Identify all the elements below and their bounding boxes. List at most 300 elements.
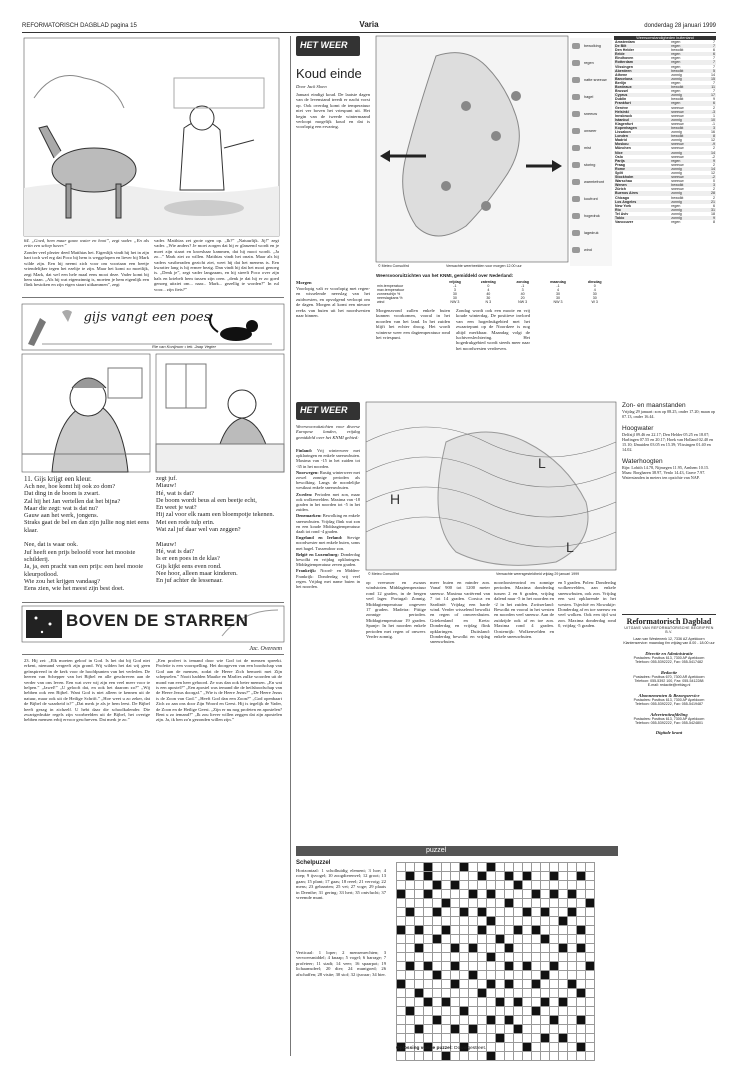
grid-cell — [415, 998, 424, 1007]
legend-item — [570, 89, 612, 106]
legend-icon — [572, 77, 580, 83]
foreign-temp: 1 — [713, 113, 715, 118]
grid-cell — [406, 953, 415, 962]
grid-cell — [550, 980, 559, 989]
grid-cell — [406, 1034, 415, 1043]
grid-cell — [514, 899, 523, 908]
legend-item — [570, 225, 612, 242]
legend-label: hagel — [584, 95, 594, 99]
grid-cell — [568, 863, 577, 872]
grid-cell — [559, 1007, 568, 1016]
grid-cell — [559, 926, 568, 935]
grid-cell — [424, 881, 433, 890]
foreign-city: Innsbruck — [615, 113, 633, 118]
weer2-logo-text: HET WEER — [300, 405, 348, 415]
grid-cell — [424, 1016, 433, 1025]
grid-cell-black — [559, 1034, 568, 1043]
grid-cell — [550, 1007, 559, 1016]
hoog-title: Hoogwater — [622, 425, 654, 432]
grid-cell — [424, 944, 433, 953]
foreign-temp: 6 — [713, 52, 715, 57]
grid-cell-black — [442, 1052, 451, 1061]
grid-row — [397, 953, 595, 962]
grid-cell — [433, 989, 442, 998]
grid-cell-black — [460, 863, 469, 872]
weer-foreign-table — [614, 36, 716, 336]
grid-cell — [586, 980, 595, 989]
grid-cell-black — [505, 980, 514, 989]
grid-cell — [487, 926, 496, 935]
grid-cell — [415, 1016, 424, 1025]
forecast-value: 30 — [592, 292, 597, 297]
grid-cell-black — [586, 899, 595, 908]
grid-cell-black — [559, 944, 568, 953]
grid-cell — [424, 989, 433, 998]
foreign-city: Nice — [615, 150, 623, 155]
grid-cell — [541, 899, 550, 908]
foreign-temp: 12 — [711, 171, 715, 175]
legend-item — [570, 140, 612, 157]
foreign-temp: 7 — [713, 80, 715, 85]
grid-cell — [532, 872, 541, 881]
grid-cell — [460, 980, 469, 989]
foreign-city: Madrid — [615, 138, 627, 143]
grid-row — [397, 863, 595, 872]
grid-cell — [568, 989, 577, 998]
weer-body4: Zondag wordt ook een mooie en vrij koude winterdag. De positieve invloed van een hogedrukgebied met het zwaartepunt op de Noordzee is nog altijd merkbaar. Maandag volgt de luchtverslechtering. Het hogedrukgebied wordt steeds meer naar het noordwesten verdreven. — [456, 308, 530, 351]
foreign-temp: -9 — [711, 142, 715, 147]
grid-cell — [442, 1007, 451, 1016]
grid-row — [397, 971, 595, 980]
foreign-weather: regen — [671, 220, 681, 225]
divider — [22, 602, 284, 603]
forecast-label: zonneschijn % — [377, 292, 401, 297]
grid-cell — [415, 935, 424, 944]
grid-cell — [496, 1025, 505, 1034]
grid-cell — [514, 962, 523, 971]
grid-cell — [478, 1034, 487, 1043]
grid-cell — [541, 917, 550, 926]
grid-row — [397, 926, 595, 935]
legend-label: mist — [584, 146, 591, 150]
grid-cell — [505, 935, 514, 944]
grid-cell-black — [505, 944, 514, 953]
forecast-value: 30 — [555, 292, 560, 297]
grid-cell — [568, 953, 577, 962]
grid-cell — [478, 1016, 487, 1025]
grid-cell — [442, 917, 451, 926]
foreign-weather: sneeuw — [671, 121, 684, 126]
grid-cell — [478, 962, 487, 971]
grid-cell-black — [532, 926, 541, 935]
grid-cell — [523, 863, 532, 872]
foreign-weather: regen — [671, 40, 681, 44]
foreign-city: Tel Aviv — [615, 211, 629, 216]
grid-cell-black — [550, 890, 559, 899]
foreign-temp: 28 — [711, 191, 715, 196]
zon-section — [622, 402, 716, 610]
weer2-item-heading: Noorwegen: — [296, 469, 320, 475]
hoog-text: Delfzijl 09.46 en 22.17; Den Helder 05.25 en 18.07; Harlingen 07.55 en 20.17; Hoek van Holland 02.40 en 15.10; IJmuiden 03.05 en 15.39; Vlissingen 01.40 en 14.02. — [622, 432, 714, 452]
grid-cell — [532, 944, 541, 953]
grid-cell — [451, 998, 460, 1007]
poes-line: Gijs kijkt eens even rond. — [156, 562, 222, 570]
foreign-temp: 0 — [713, 179, 715, 184]
grid-cell — [487, 944, 496, 953]
grid-cell-black — [433, 908, 442, 917]
grid-cell — [451, 1034, 460, 1043]
grid-cell — [406, 998, 415, 1007]
grid-cell — [406, 935, 415, 944]
grid-cell — [568, 872, 577, 881]
grid-cell — [559, 962, 568, 971]
grid-cell — [460, 953, 469, 962]
grid-row — [397, 1007, 595, 1016]
starren-col2: „Een profeet is iemand door wie God tot de mensen spreekt. Profetie is een voorspelling. Het doorgeven van een boodschap van God aan de mensen, zodat de Heere Zich bemoeit met Zijn schepselen.” Nooit hadden Maaike en Marlies zulke woorden uit de mond van een heer gehoord. Ze was dan ook beter mensen. „En wat is een apostel?” „Een apostel was iemand die de heilsboodschap van de Heere Jezus doorgaf.” „Wie is de Heere Jezus?” „De Heere Jezus is de Zoon van God.” „Heeft God dan een Zoon?” „God openbaart Zich zo aan ons door Zijn Woord en Geest. Hij is tegelijk de Vader, de Zoon en de Heilige Geest. „Zijn er nu nog profeten en apostelen? Bent u zo iemand?” „Ik zou liever willen zeggen dat zijn apostelen zijn. Ja, ik ben zo'n gezonden willen zijn.” — [156, 658, 282, 723]
foreign-weather: zonnig — [671, 138, 682, 143]
grid-cell-black — [514, 881, 523, 890]
poes-line: En weet je wat? — [156, 504, 197, 512]
weer2-item — [296, 568, 360, 589]
grid-cell — [541, 926, 550, 935]
grid-cell — [460, 1052, 469, 1061]
grid-cell — [505, 917, 514, 926]
grid-cell-black — [487, 1052, 496, 1061]
foreign-city: Split — [615, 171, 623, 175]
grid-cell — [442, 1025, 451, 1034]
grid-cell-black — [541, 1034, 550, 1043]
grid-cell — [532, 989, 541, 998]
weer-headline: Koud einde — [296, 66, 362, 81]
grid-cell — [514, 1016, 523, 1025]
grid-cell — [559, 971, 568, 980]
foreign-city: Barcelona — [615, 76, 633, 81]
grid-cell — [550, 917, 559, 926]
grid-cell-black — [406, 908, 415, 917]
grid-cell — [469, 953, 478, 962]
grid-cell — [568, 998, 577, 1007]
forecast-day: vrijdag — [448, 280, 461, 284]
puzzel-title: puzzel — [426, 847, 447, 854]
forecast-value: NW 3 — [450, 300, 460, 305]
poes-line: Zal hij het Jan vertellen dat het bijna? — [24, 497, 121, 505]
grid-cell-black — [397, 926, 406, 935]
weer-logo — [296, 36, 360, 56]
weer2-map — [366, 402, 616, 570]
grid-cell — [460, 899, 469, 908]
foreign-city: Warschau — [615, 179, 633, 184]
grid-cell — [550, 935, 559, 944]
grid-cell — [487, 908, 496, 917]
grid-cell-black — [415, 1025, 424, 1034]
grid-cell — [532, 971, 541, 980]
grid-cell — [568, 1034, 577, 1043]
grid-cell — [496, 908, 505, 917]
grid-cell — [487, 971, 496, 980]
foreign-city: Amsterdam — [615, 40, 635, 44]
grid-cell-black — [523, 962, 532, 971]
grid-row — [397, 890, 595, 899]
grid-cell — [415, 953, 424, 962]
grid-cell — [496, 890, 505, 899]
grid-cell — [415, 899, 424, 908]
grid-cell — [451, 863, 460, 872]
forecast-value: 30 — [452, 296, 457, 301]
grid-cell — [514, 953, 523, 962]
grid-cell-black — [559, 917, 568, 926]
grid-cell — [523, 917, 532, 926]
poes-line: Ja, ja, een pracht van een prijs: een heel mooie kleurpotlood. — [24, 563, 144, 578]
grid-cell — [541, 1052, 550, 1061]
grid-cell — [460, 926, 469, 935]
foreign-weather: regen — [671, 56, 681, 61]
grid-cell — [577, 935, 586, 944]
foreign-city: Tokio — [615, 216, 625, 221]
grid-cell — [442, 890, 451, 899]
legend-item — [570, 106, 612, 123]
grid-cell — [523, 935, 532, 944]
grid-cell — [451, 1016, 460, 1025]
grid-cell — [460, 962, 469, 971]
puzzel-answer — [396, 1046, 616, 1051]
grid-cell — [541, 1007, 550, 1016]
grid-cell — [478, 917, 487, 926]
grid-cell — [559, 1052, 568, 1061]
page-header — [22, 20, 716, 33]
grid-cell — [442, 908, 451, 917]
foreign-weather: regen — [671, 80, 681, 85]
foreign-weather: regen — [671, 52, 681, 57]
grid-cell — [496, 926, 505, 935]
grid-cell — [523, 881, 532, 890]
grid-cell — [451, 890, 460, 899]
colophon-line: Telefoon: 055-5392222, Fax: 055-5419487 — [635, 702, 703, 707]
foreign-city: Rio — [615, 207, 621, 212]
weer-body1: Januari eindigt koud. De laatste dagen van de levenstand treedt er nacht vorst op. Ook overdag komt de temperatuur niet ver boven het vriespunt uit. Het begin van de tweede wintermaand verloopt mogelijk koud en dat is voorlopig een ervaring. — [296, 92, 370, 130]
foreign-temp: 3 — [713, 183, 715, 188]
foreign-row — [614, 220, 716, 224]
foreign-weather: zonnig — [671, 130, 682, 135]
grid-cell — [397, 881, 406, 890]
grid-cell — [532, 917, 541, 926]
foreign-temp: -3 — [711, 109, 715, 114]
grid-cell — [469, 881, 478, 890]
grid-cell — [577, 890, 586, 899]
foreign-weather: sneeuw — [671, 154, 684, 159]
foreign-city: Genève — [615, 105, 628, 110]
grid-row — [397, 1025, 595, 1034]
foreign-temp: 8 — [713, 134, 715, 139]
grid-cell — [559, 980, 568, 989]
grid-cell — [532, 953, 541, 962]
grid-cell — [442, 872, 451, 881]
weer2-item-text: Donderdag bewolkt en vrijdag opklaringen. Middagtemperatuur zeven graden. — [296, 551, 360, 568]
colophon-line: Klantenservice: maandag t/m vrijdag van 8.00 - 18.00 uur — [623, 641, 715, 646]
zon-text: Vrijdag 29 januari: zon op 08.25, onder 17.20; maan op 07.13, onder 16.44. — [622, 409, 716, 419]
foreign-weather: sneeuw — [671, 113, 684, 118]
grid-cell — [550, 899, 559, 908]
grid-cell-black — [406, 962, 415, 971]
grid-cell — [586, 872, 595, 881]
grid-cell — [550, 944, 559, 953]
foreign-city: Stockholm — [615, 175, 634, 180]
grid-cell — [469, 989, 478, 998]
foreign-city: Helsinki — [615, 109, 629, 114]
grid-cell — [469, 908, 478, 917]
legend-icon — [572, 43, 580, 49]
weer2-items — [296, 448, 360, 608]
ezeltje-col2: vader. Matthias zet grote ogen op. „Ik?” „Natuurlijk. Jij!” zegt vader. „Wie anders? Je moet zorgen dat hij er glanzend wordt en je moet zijn staart en kroeshaar kammen, dat hij mooi wordt. „Ja zo...” Mark ziet zo willen. Matthias vindt het onzin. Maar als hij vaders vastberaden gezicht ziet, weet hij dat het menens is. Een kwartier lang is hij ermee bezig. Dan vindt hij dat het mooi genoeg is. „Denk je”, zegt vader langzaam, en hij streelt Poco over zijn hals en kriebelt hem tussen zijn oren. „denk je dat hij er zo goed genoeg uitziet om... naar... Mark... gezellig te worden?” In rul voor... zijn fiets?” — [154, 238, 279, 292]
grid-cell — [460, 935, 469, 944]
grid-cell — [478, 863, 487, 872]
grid-cell — [442, 1016, 451, 1025]
weer2-item — [296, 492, 360, 513]
legend-item — [570, 123, 612, 140]
grid-cell — [478, 1025, 487, 1034]
grid-cell — [424, 1025, 433, 1034]
svg-text:L: L — [566, 539, 574, 555]
foreign-weather: zonnig — [671, 93, 682, 98]
grid-cell — [532, 899, 541, 908]
weer2-intro: Weersvooruitzichten voor diverse Europese landen, vrijdag gemiddeld over het KNMI gebied: — [296, 424, 360, 440]
legend-label: regen — [584, 61, 594, 65]
grid-cell — [433, 926, 442, 935]
weer2-map-credit: © Meteo Consult/rd — [368, 572, 400, 576]
grid-cell — [397, 962, 406, 971]
legend-icon — [572, 230, 580, 236]
grid-cell — [577, 881, 586, 890]
puzzel-vertical: Verticaal: 1 loper; 2 mensenrechten; 3 vervoersmiddel; 4 knaap; 5 vogel; 6 barrage; 7 profeteer; 11 stadt; 14 veer; 16 spaarpot; 19 lichaamsdeel; 20 dier; 24 muntgoed; 26 afschaffen; 28 visite; 30 stof; 32 ijswaar; 34 bier. — [296, 950, 386, 977]
grid-cell-black — [433, 971, 442, 980]
grid-cell — [559, 1025, 568, 1034]
colophon-line: E-mail: redactie@refdag.nl — [647, 683, 691, 688]
poes-line: Gauw aan het werk, jongens. — [24, 512, 99, 520]
grid-cell-black — [568, 908, 577, 917]
grid-cell — [586, 881, 595, 890]
foreign-weather: zonnig — [671, 199, 682, 204]
poes-line: Met een rode tulp erin. — [156, 518, 215, 526]
grid-row — [397, 1016, 595, 1025]
weer-section — [296, 36, 716, 398]
foreign-city: Eelde — [615, 52, 625, 57]
grid-cell — [478, 944, 487, 953]
grid-cell — [397, 998, 406, 1007]
grid-cell — [532, 908, 541, 917]
foreign-temp: 7 — [713, 89, 715, 94]
foreign-weather: sneeuw — [671, 146, 684, 151]
grid-cell — [586, 1007, 595, 1016]
foreign-temp: -2 — [711, 154, 715, 159]
poes-line: De boom wordt beus al een beetje echt, — [156, 496, 257, 504]
grid-cell — [442, 953, 451, 962]
foreign-city: Praag — [615, 162, 625, 167]
forecast-value: 20 — [520, 296, 525, 301]
colophon-heading: Abonnementen & Bezorgservice — [638, 692, 700, 698]
grid-cell — [397, 1034, 406, 1043]
grid-cell — [451, 935, 460, 944]
grid-cell-black — [424, 998, 433, 1007]
foreign-weather: zonnig — [671, 166, 682, 171]
poes-line — [156, 533, 284, 540]
grid-cell — [469, 1016, 478, 1025]
puzzel-horizontal: Horizontaal: 1 scholhuidig element; 3 hoe; 4 roep; 9 ijsvogel; 10 zoogdierenvel; 12 groot; 13 gaan; 15 plant; 17 gaas; 18 reeel; 21 vervoig; 22 mens; 23 gebaarten; 25 vet; 27 voge; 29 plaats in Drenthe; 31 gering; 33 hert; 35 ontvlucht; 37 vreemde munt. — [296, 868, 386, 901]
grid-cell — [406, 899, 415, 908]
foreign-weather: zonnig — [671, 171, 682, 175]
ezeltje-col1: Zonder veel plezier deed Matthias het. Eigenlijk vindt hij het in zijn hart toch wel erg dat Poco bij hem is weggelopen en liever bij Mark wilde zijn. Een hij neemt zich voor om voortaan een beetje vriendelijker tegen het ezeltje te zijn. Maar het komt zo moeilijk, zegt Mark, dat wel een hele maal eens mooi deze. Vader komt bij hem staan. „Als hij wat eigenzinnig is, moeten je hem eigenlijk een flink bestoken en zijn eigen staart uitkammen”, zegt — [24, 250, 149, 288]
foreign-city: Chicago — [615, 195, 630, 200]
grid-cell — [478, 980, 487, 989]
poes-title: gijs vangt een poes — [83, 310, 211, 325]
grid-cell — [559, 1016, 568, 1025]
grid-cell — [406, 926, 415, 935]
grid-cell — [568, 971, 577, 980]
grid-cell-black — [451, 944, 460, 953]
grid-cell-black — [397, 890, 406, 899]
grid-cell — [451, 989, 460, 998]
foreign-temp: 10 — [711, 117, 715, 122]
grid-cell — [397, 1016, 406, 1025]
grid-cell — [406, 1025, 415, 1034]
grid-cell-black — [559, 998, 568, 1007]
foreign-city: Dublin — [615, 97, 627, 102]
grid-cell — [568, 1052, 577, 1061]
grid-cell-black — [514, 1025, 523, 1034]
grid-cell — [550, 971, 559, 980]
grid-cell — [433, 1025, 442, 1034]
grid-cell-black — [496, 935, 505, 944]
grid-row — [397, 989, 595, 998]
forecast-day: maandag — [550, 280, 566, 284]
forecast-value: 30 — [452, 292, 457, 297]
foreign-city: Berlijn — [615, 80, 627, 85]
grid-cell — [424, 1034, 433, 1043]
grid-cell — [478, 935, 487, 944]
foreign-temp: 7 — [713, 64, 715, 69]
grid-cell — [469, 926, 478, 935]
grid-cell — [532, 1016, 541, 1025]
divider — [22, 654, 284, 655]
foreign-temp: 31 — [711, 207, 715, 212]
grid-cell — [523, 1025, 532, 1034]
forecast-value: 0 — [593, 284, 596, 289]
weer-body2: Voorlopig valt er voorlopig met regen- en wisselende neerslag van het zuidwesten, en opvolgend verloopt om de dagen. Morgen al komt een nieuwe reeks van buien uit het noordwesten naar binnen. — [296, 286, 370, 319]
ezeltje-illustration — [24, 38, 279, 236]
grid-cell — [514, 1034, 523, 1043]
legend-item — [570, 38, 612, 55]
grid-cell-black — [541, 998, 550, 1007]
weer-byline: Door Jack Sloen — [296, 84, 327, 89]
foreign-city: Lissabon — [615, 130, 631, 135]
colophon-line: Laan van Westenenk 12, 7336 AZ Apeldoorn — [633, 637, 705, 641]
poes-line — [24, 534, 152, 541]
grid-cell-black — [505, 872, 514, 881]
poes-line: Ach nee, hoe komt hij ook zo dom? — [24, 483, 116, 490]
foreign-weather: sneeuw — [671, 162, 684, 167]
poes-line: Hij zal voor elk raam een bloempotje tekenen. — [156, 511, 275, 519]
foreign-city: Rotterdam — [615, 60, 633, 65]
grid-cell — [442, 881, 451, 890]
grid-cell — [505, 971, 514, 980]
grid-cell — [532, 1052, 541, 1061]
grid-cell — [415, 863, 424, 872]
grid-cell — [550, 1052, 559, 1061]
grid-cell — [478, 881, 487, 890]
grid-cell — [577, 908, 586, 917]
grid-cell-black — [469, 1025, 478, 1034]
grid-cell — [514, 863, 523, 872]
grid-cell — [415, 881, 424, 890]
grid-cell-black — [505, 1016, 514, 1025]
